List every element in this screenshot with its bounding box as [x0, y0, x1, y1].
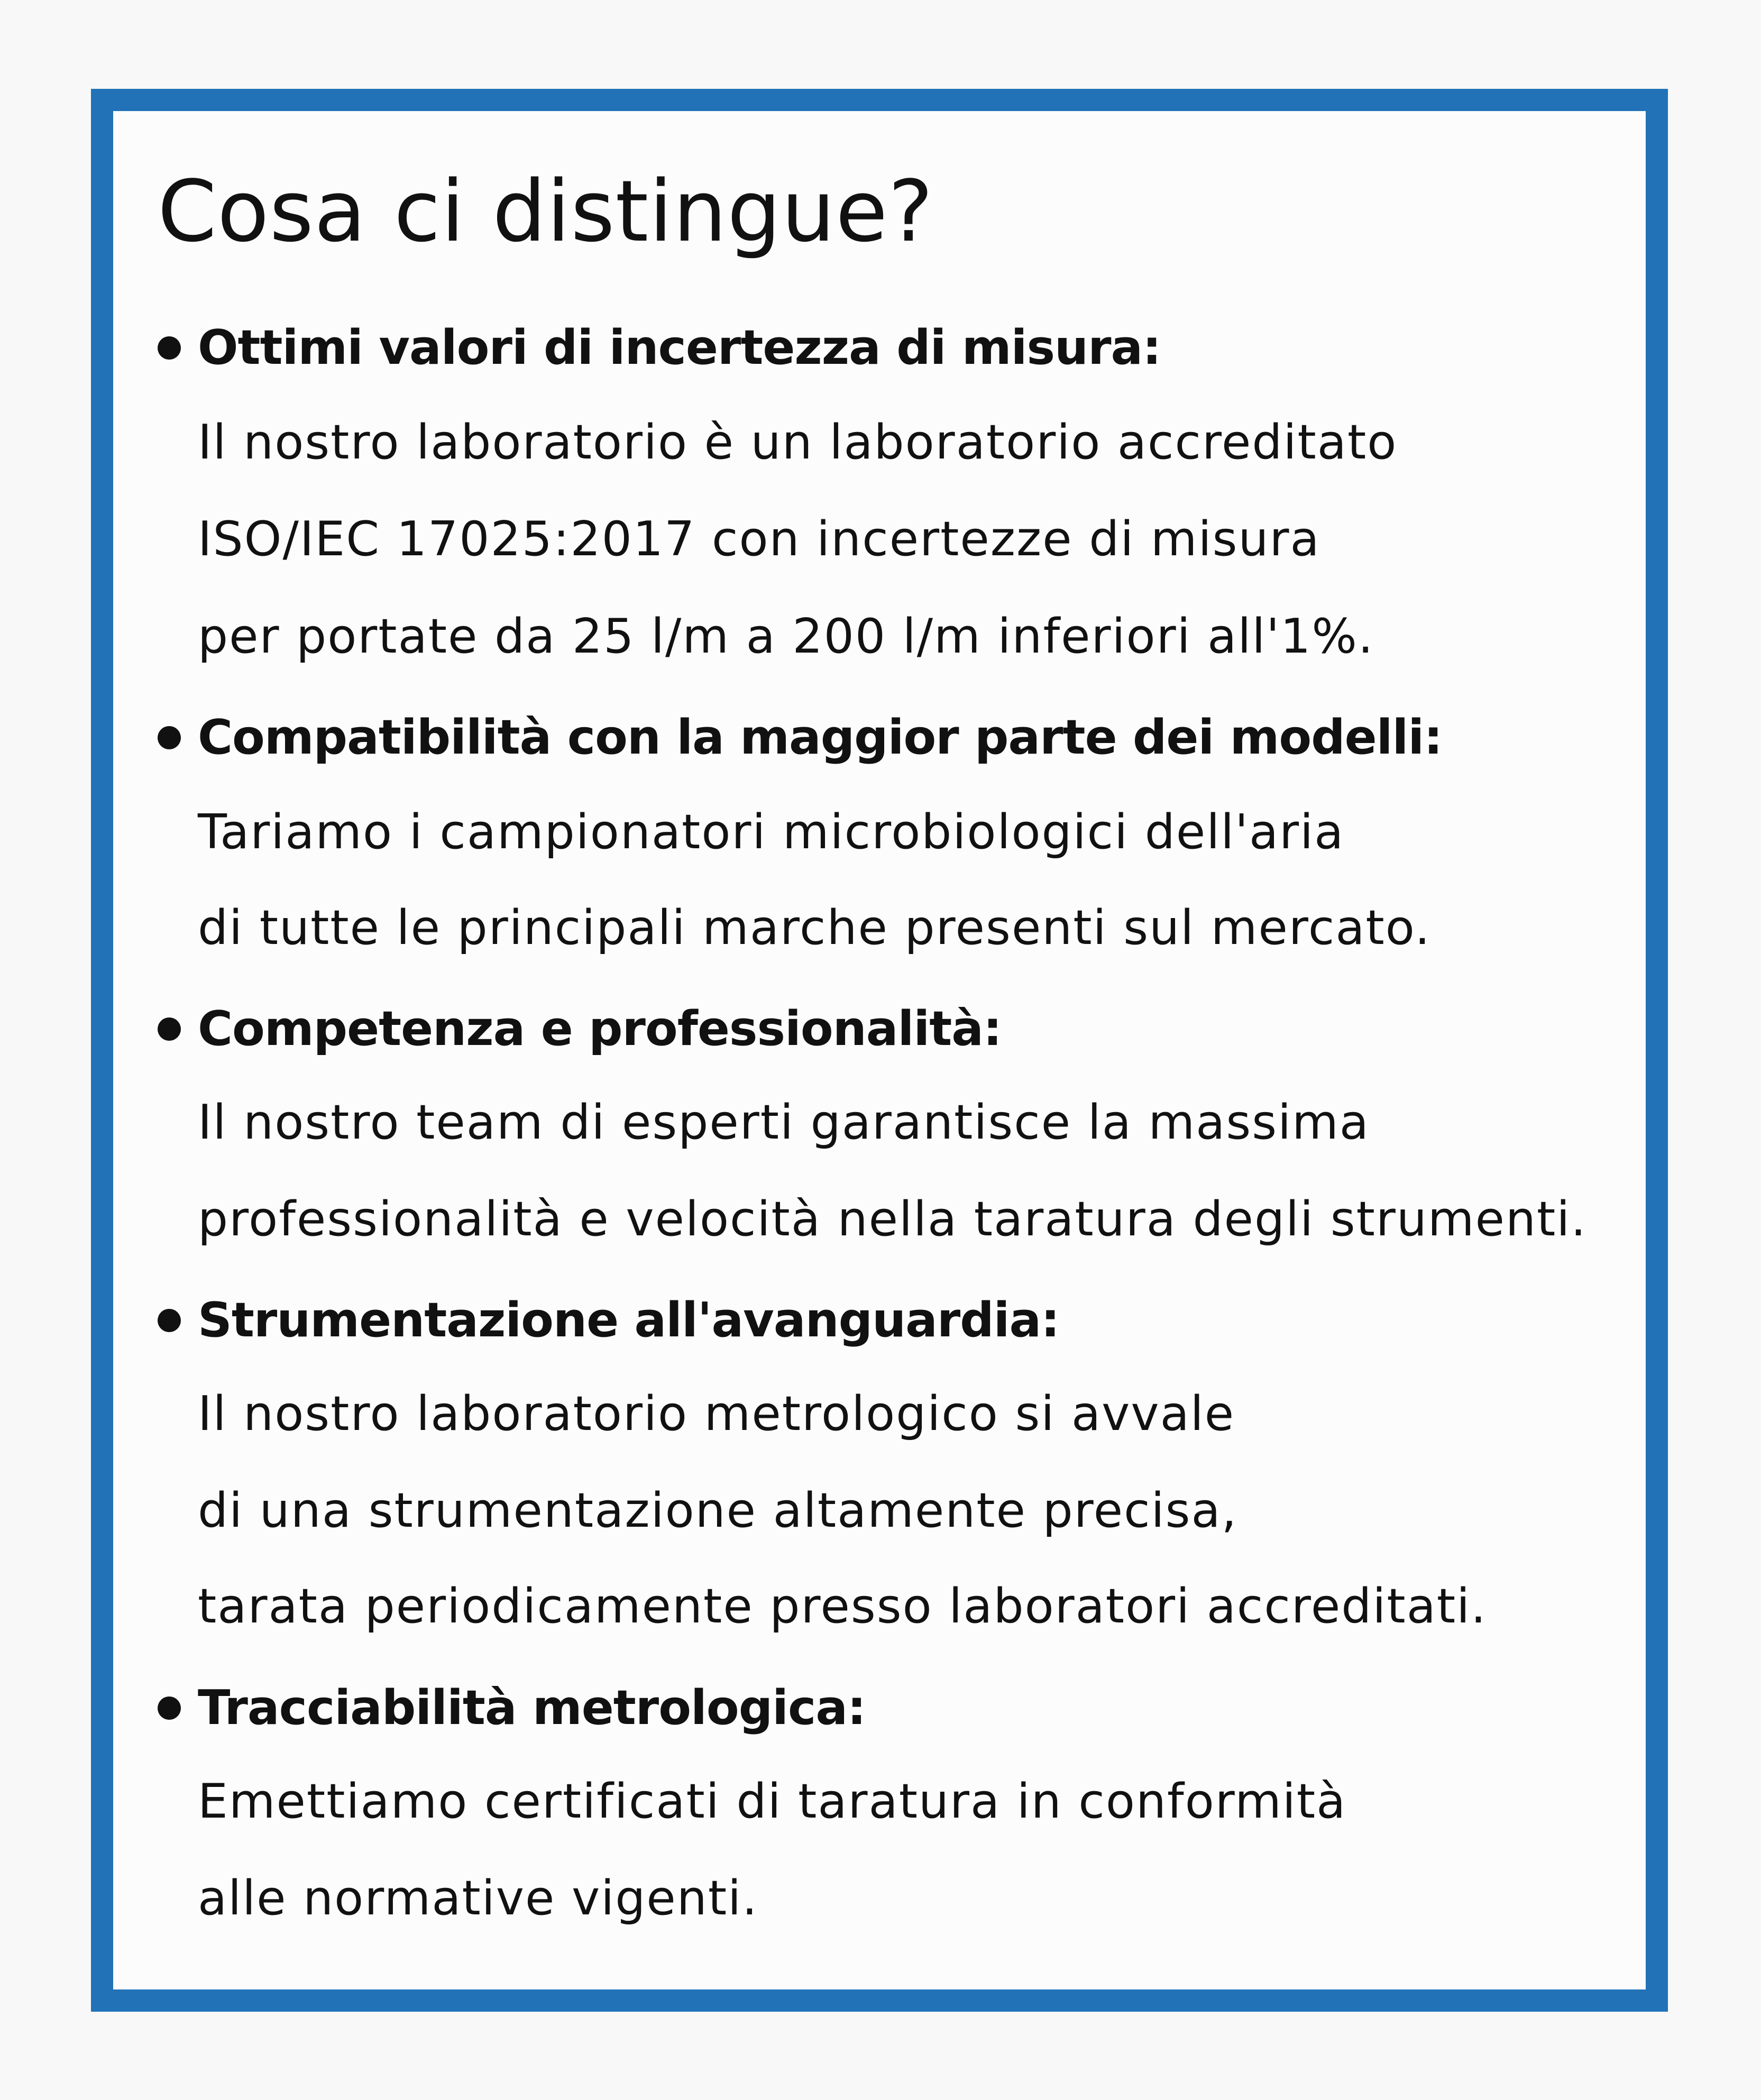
bullet-icon	[158, 1017, 181, 1041]
section-text-line: Il nostro laboratorio metrologico si avvale	[198, 1386, 1235, 1442]
section-heading: Compatibilità con la maggior parte dei modelli:	[198, 710, 1443, 765]
bullet-icon	[158, 726, 181, 749]
section-text-line: Il nostro team di esperti garantisce la massima	[198, 1095, 1370, 1150]
bullet-icon	[158, 1309, 181, 1332]
section-heading: Competenza e professionalità:	[198, 1001, 1002, 1057]
bullet-icon	[158, 1696, 181, 1720]
section-text-line: per portate da 25 l/m a 200 l/m inferiori all'1%.	[198, 609, 1374, 664]
section-text-line: di tutte le principali marche presenti sul mercato.	[198, 900, 1431, 956]
section-text-line: tarata periodicamente presso laboratori accreditati.	[198, 1579, 1487, 1634]
section-heading: Tracciabilità metrologica:	[198, 1680, 866, 1736]
section-text-line: professionalità e velocità nella taratura degli strumenti.	[198, 1191, 1587, 1247]
bullet-icon	[158, 336, 181, 360]
section-heading: Ottimi valori di incertezza di misura:	[198, 320, 1161, 375]
page-title: Cosa ci distingue?	[158, 162, 934, 261]
section-text-line: di una strumentazione altamente precisa,	[198, 1483, 1238, 1538]
section-text-line: alle normative vigenti.	[198, 1870, 758, 1926]
section-text-line: Il nostro laboratorio è un laboratorio accreditato	[198, 415, 1398, 470]
section-heading: Strumentazione all'avanguardia:	[198, 1292, 1060, 1348]
section-text-line: Emettiamo certificati di taratura in conformità	[198, 1774, 1347, 1829]
section-text-line: Tariamo i campionatori microbiologici dell'aria	[198, 804, 1345, 860]
section-text-line: ISO/IEC 17025:2017 con incertezze di misura	[198, 511, 1320, 567]
